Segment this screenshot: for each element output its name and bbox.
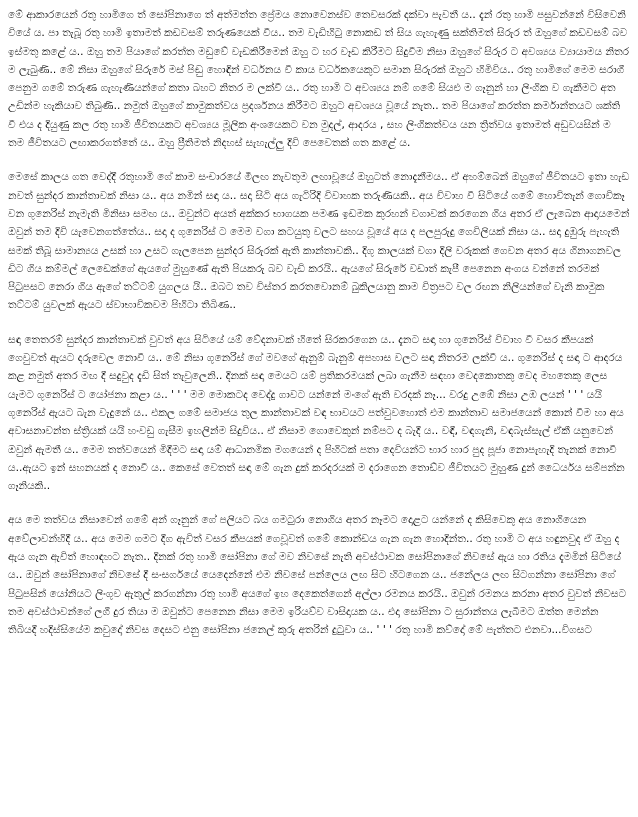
paragraph-2: මෙසේ කාලය ගත වෙද්දී රතුහාමි ගේ කාම සංචාරයේ මීලඟ නැවතුම ලඟාවූයේ ඔහුටත් නොදැනීමය.. ඒ අහම්බෙන් ඔහුගේ ජීවිතයට ඉතා හැඩ නවත් සුන්දර කාන්තාවක් නිසා ය.. අය නමින් සඳා ය.. සදා සිටි අය ගැටිරිදි විවාහක තරුණියකි.. අය විවාහ වී සිටියේ ගමේ හොවිතැන් ගොවිකෑ වන ගුනෙරිස් නැමැති මිනිසා සමඟ ය.. ඔවුන්ට අයත් අක්කර භාගයක පමණ ඉඩමක කුරහන් වගාවක් කරගෙන ගිය අතර ඒ ලැබෙන ආදායමෙන් ඔවුන් තම දිවි යැවෙනගත්තේය.. සදා ද ගුනෙරිස් ට මෙම වගා කටයුතු වලට සහය වූයේ අය ද පලපුරුදු ගෙවිලියක් නිසා ය.. සදා දුඹුරු පැහැති සමක් තිබූ සාමාන්‍යය උසක් හා උසට ගැලපෙන සුන්දර සිරුරක් ඇති කාන්තාවකි.. දිගු කාලයක් වගා දිලි වරුකක් ගෙවන අතර අය ගිනාගනවල ඩිට ගිය කම්මල් ලෙඩෙක්ගේ ඇයගේ මුහුණේ ඇති පියකරු බව වැඩි කරයි.. ඇයගේ සිරුරේ වඩාත් කැපී පෙනෙන අංගය වන්නේ තරමක් පිටුපසට නෙරා ගිය ඇගේ තට්ටම් යුගලය යි.. ඔබට තව විස්තර කරතවොනම් බුකිලයානු කාම විත්‍රපට වල රඟන නිලියන්ගේ වැනි කාමුක තට්ටම් යුවලක් ඇයට ස්වාභාවිකවම පිහිටා තිබිණ.. <box>8 171 630 312</box>
document-page <box>8 6 630 640</box>
paragraph-4: අය මෙ තත්වය නිසාවෙන් ගමේ අන් ගෑනුන් ගේ පලියට බය ගමටුරා නොගිය අතර නෑමට දොළට යන්නේ ද කිසිවෙකු අය නොගියෙන අවේලාවන්හිදී ය.. අය මෙම ගමට දීග ඇවිත් වසර කීපයක් ගෙවූවත් ගමේ කොන්ඩය ගැන ගැන හොදින්ත.. රතු හාමි ට අය හඳුනවුද ඒ ඔහු ද ඇය ගැන ඇවිත් හොඳහට නැත.. දිනක් රතු හාමි සෝපිනා ගේ මව නිවසේ නැති අවස්ථාවක සෝපිනාගේ නිවසේ ඇය හා රතිය දැමමින් සිටියේ ය.. ඔවුන් සෝපිනාගේ නිවසේ දී සංසර්ගයේ යෙදෙන්නේ එම නිවසේ පන්ලෙය ලඟ සිට හිටගෙන ය.. ජනේලය ලඟ සිටගන්නා සෝපිනා ගේ පිටුපසින් යෝනියට ලිංගුව ඇතුල් කරගන්නා රතු හාමි අයගේ ඉහ දෙකෙත්ගෙන් අල්ලා රමනය කරයි.. ඔවුන් රමනය කරනා අතර වුවත් නිවසට තම අවස්ථාවන්ගේ ලගී දුර තියා ම ඔවුන්ට පෙනෙන නිසා මෙම ඉරියව්ව වාසිදායක ය.. එදා සෝපිනා ට සුරාන්තය ලැබීමට ඔත්ත මෙන්න තිබියදී හදිස්සියේම කවුදෝ නිවස දෙසට එනු සෝපිනා ජනෙල් කුරු අතරින් දුටුවා ය.. ' ' ' රතු හාමි කව්දෝ මේ පැත්තට එනවා...විගසට <box>8 514 627 637</box>
paragraph-3: සඳා තෙතරම් සුන්දර කාන්තාවක් වුවත් අය සිටියේ යම් වේදනාවක් හිතේ සිරකරගෙන ය.. දැනට සඳා හා ගුනෙරිස් විවාහ වී වසර කීපයක් ගෙවුවත් ඇයට දරුවෙල නොවී ය.. මේ නිසා ගුනෙරිස් ගේ මවගේ ඇනුම් බැනුම් අපහාස වලට සඳා නිතරම ලක්වී ය.. ගුනෙරිස් ද සඳා ට ආදරය කළ නමුත් අතර මඟ දී සදුවුද දැඩි සිත් තැවුලෙනි.. දිනක් සඳා මෙයට යම් ප්‍රතිකරමයක් ලබා ගැනීම සඳහා වෙදකොතකු වෙද මහතෙකු ලෙස යැමට ගුනෙරිස් ට යෝජනා කළා ය.. ' ' ' මම මොකටද වෙද්දු ගාවට යන්නේ මංගේ ඇති වරදක් නෑ... වරදු උඹේ නිසා උඹ ලයන් ' ' ' යයි ගුනෙරිස් ඇයට බැන වැදුනේ ය.. එකල ගමේ සමාජය තුල කාන්තාවක් වඳ භාවයට පත්වුවහොත් එම කාන්තාව සමාජයෙන් කොන් වීම හා අය අවාසනාවන්ත ස්ත්‍රියක් යයි හංවඩු ගැසීම ඉහලින්ම සිදුවිය.. ඒ නිසාම ගොවෙකුන් නම්පට ද බැදී ය.. වඳී, වඳගැනි, වඳබැස්සැල් ඒකී යනුවෙන් ඔවුන් ඇමතී ය.. මෙම තත්වයෙන් මිදීමට සඳා යම් ආධානමික මගයෙන් ද පිහිටක් පතා දෙවියන්ට භාර හාර පුද පූජා නොපැහැදි තැනක් නොවී ය..ඇයට ඉන් සහනයක් ද නොවී ය.. කෙසේ වෙතත් සඳා මේ ගැන දුක් කරදරයක් ම දරාගෙන තොඩ්ව ජීවිතයට මුහුණ දුන් ධෛර්යය සම්පන්න ගෑනියකි.. <box>8 333 625 493</box>
paragraph-1: මේ ආකාරයෙන් රතු හාමිගෙ ත් සෝපිනාගෙ ත් අත්මත්ත ප්‍රේමය නොවෙනස්ව තෙවසරක් දක්වා පැවතී ය.. දැන් රතු හාමි පසුවන්නේ විසිවෙනි වියේ ය. පා තැබූ රතු හාමි ඉතාමත් කඩවසම් තරුණයෙක් වීය.. තම වැඩිහිටු නොකඩ ත් සිය ගැහැණු සක්තිමත් සිරුර ත් ඔහුගේ කඩවසම් බව ඉස්මතු කළේ ය.. ඔහු තම පියාගේ කරත්ත මඩුවේ වැඩකිරීමෙන් ඔහු ට හර වෑඩ කිරීමට සිදුවීම නිසා ඔහුගේ සිරුර ට අවශ්‍යය ව්‍යායාමය නිතර ම ලැබුණි.. මේ නිසා ඔහුගේ සිරුරේ මස් පිඬු හොඳින් වර්ධනය වී කාය වර්ධකයෙකුට සමාන සිරුරක් ඔහුට හිමිවිය.. රතු හාමිගේ මෙම සරාගී පෙනුම ගමේ තරුණ ගැහැණියන්ගේ කතා බහට නිතර ම ලක්වී ය.. රතු හාමි ට අවශ්‍යය නම් ගමේ සියළු ම ගෑනුන් හා ලිංගික ව ගැකීමට අත උඩින්ම හැකියාව තිබුණි.. නමුත් ඔහුගේ කාමුකත්වය ප්‍රදර්ශනය කිරීමට ඔහුට අවශ්‍යය වූයේ නැත.. තම පියාගේ කරත්ත කර්මාන්තයට ශක්ති වී එය ද දියුණු කල රතු හාමි ජීවිතයකට අවශ්‍යය මූලික අංශයෙකට වන මුදල්, ආදරය , සහ ලිංගිකත්වය යන ත්‍රිත්වය ඉතාමත් අඩුවයසින් ම තම ජීවිතයට ලඟාකරගත්තේ ය.. ඔහු ප්‍රීතිමත් නිදහස් සැහැල්ලු දිවි පෙවෙතක් ගත කළේ ය. <box>8 9 630 150</box>
